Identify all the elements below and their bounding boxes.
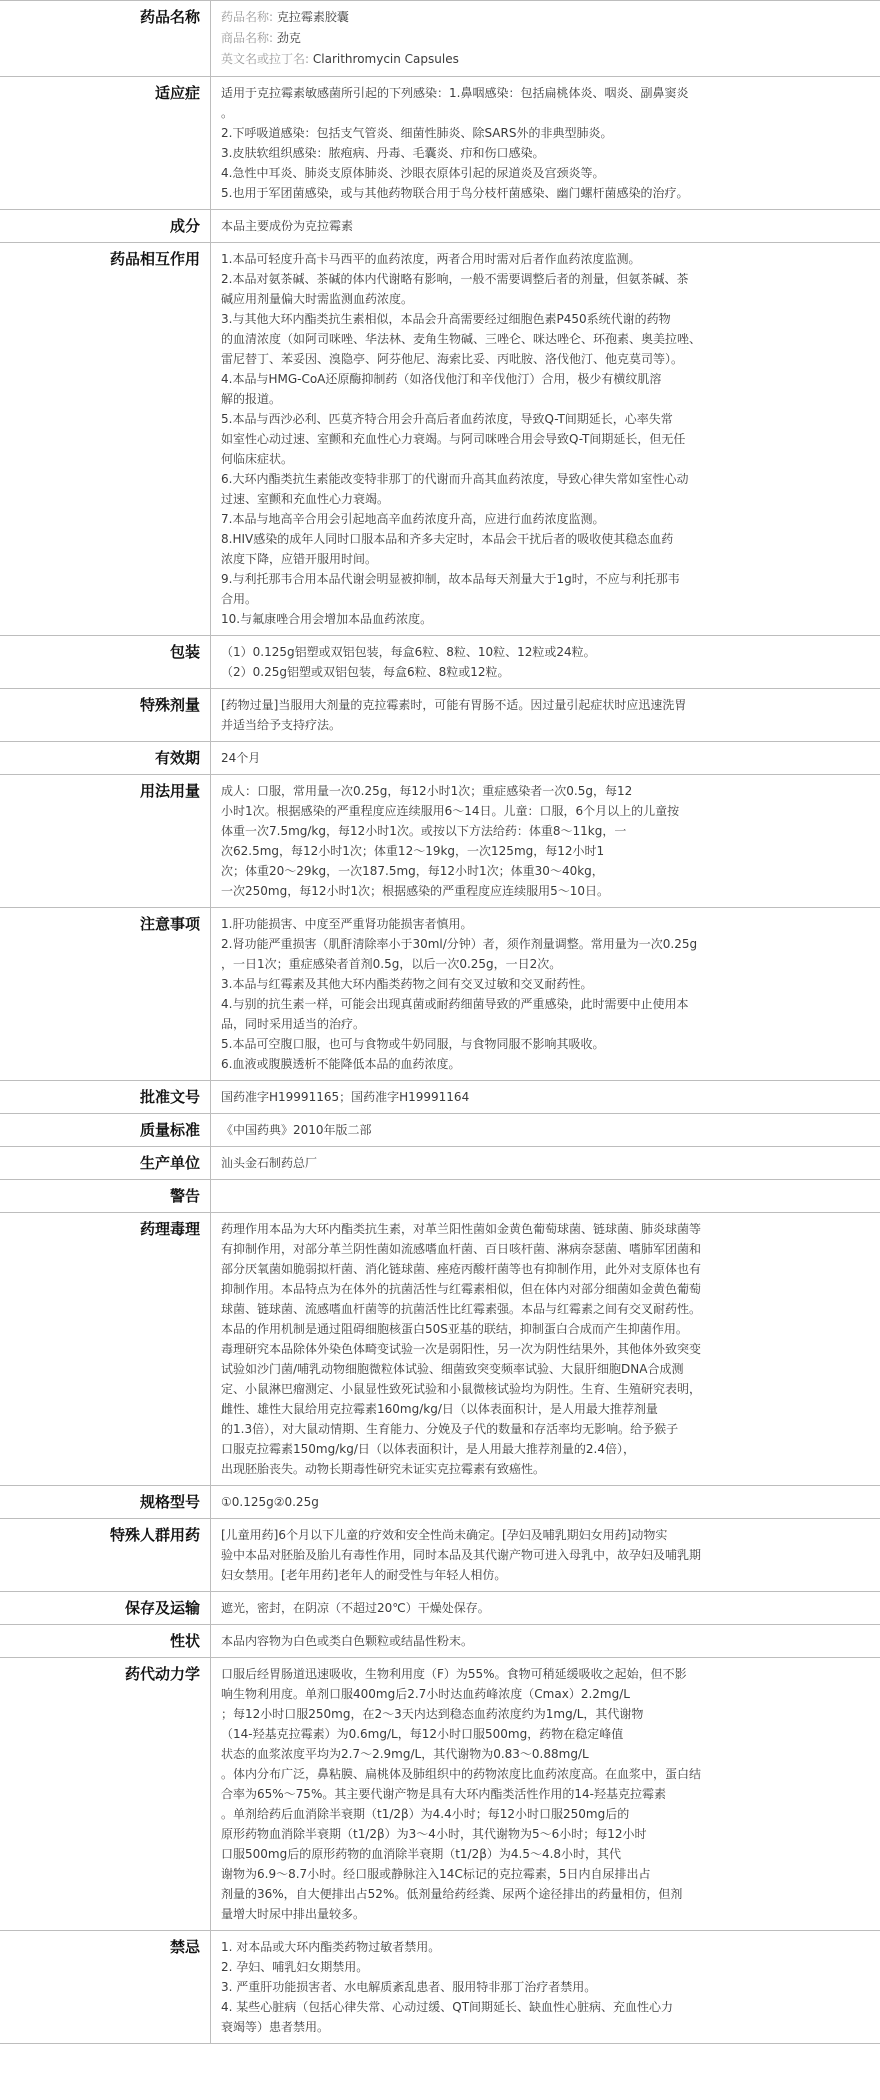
text-line: 的血清浓度（如阿司咪唑、华法林、麦角生物碱、三唑仑、咪达唑仑、环孢素、奥美拉唑、 xyxy=(221,332,702,346)
row-value-standard xyxy=(210,1114,880,1146)
row-label-indications: 适应症 xyxy=(154,84,200,102)
row-label-manufacturer: 生产单位 xyxy=(139,1154,200,1172)
text-line: 并适当给予支持疗法。 xyxy=(221,718,342,732)
row-label-validity: 有效期 xyxy=(154,749,200,767)
name-value: 劲克 xyxy=(276,31,301,45)
name-key: 商品名称: xyxy=(221,31,274,45)
text-line: 响生物利用度。单剂口服400mg后2.7小时达血药峰浓度（Cmax）2.2mg/L xyxy=(221,1687,630,1701)
text-line: 3.皮肤软组织感染：脓疱病、丹毒、毛囊炎、疖和伤口感染。 xyxy=(221,146,545,160)
text-line: 5.本品与西沙必利、匹莫齐特合用会升高后者血药浓度，导致Q-T间期延长，心率失常 xyxy=(221,412,673,426)
text-line: 7.本品与地高辛合用会引起地高辛血药浓度升高，应进行血药浓度监测。 xyxy=(221,512,605,526)
text-line: 衰竭等）患者禁用。 xyxy=(221,2020,330,2034)
text-line: 浓度下降，应错开服用时间。 xyxy=(221,552,378,566)
row-label-special_population: 特殊人群用药 xyxy=(109,1526,200,1544)
row-label-interactions: 药品相互作用 xyxy=(109,250,200,268)
row-label-warning: 警告 xyxy=(169,1187,200,1205)
name-line xyxy=(221,28,870,49)
row-precautions xyxy=(0,908,880,1081)
row-label-pharmacology: 药理毒理 xyxy=(139,1220,200,1238)
text-line: 本品主要成份为克拉霉素 xyxy=(221,219,354,233)
row-value-special_population xyxy=(210,1519,880,1591)
text-line: 。单剂给药后血消除半衰期（t1/2β）为4.4小时；每12小时口服250mg后的 xyxy=(221,1807,630,1821)
row-value-interactions xyxy=(210,243,880,635)
text-line: 1.肝功能损害、中度至严重肾功能损害者慎用。 xyxy=(221,917,473,931)
text-line: 本品的作用机制是通过阻碍细胞核蛋白50S亚基的联结，抑制蛋白合成而产生抑菌作用。 xyxy=(221,1322,688,1336)
row-validity xyxy=(0,742,880,775)
text-line: 1.本品可轻度升高卡马西平的血药浓度，两者合用时需对后者作血药浓度监测。 xyxy=(221,252,641,266)
row-value-approval xyxy=(210,1081,880,1113)
text-line: 1. 对本品或大环内酯类药物过敏者禁用。 xyxy=(221,1940,441,1954)
text-line: 毒理研究本品除体外染色体畸变试验一次是弱阳性，另一次为阴性结果外，其他体外致突变 xyxy=(221,1342,702,1356)
name-value: 克拉霉素胶囊 xyxy=(276,10,349,24)
text-line: 原形药物血消除半衰期（t1/2β）为3～4小时，其代谢物为5～6小时；每12小时 xyxy=(221,1827,647,1841)
text-line: [儿童用药]6个月以下儿童的疗效和安全性尚未确定。[孕妇及哺乳期妇女用药]动物实 xyxy=(221,1528,668,1542)
text-line: 有抑制作用，对部分革兰阴性菌如流感嗜血杆菌、百日咳杆菌、淋病奈瑟菌、嗜肺军团菌和 xyxy=(221,1242,702,1256)
text-line: 。 xyxy=(221,106,234,120)
row-value-storage xyxy=(210,1592,880,1624)
row-standard xyxy=(0,1114,880,1147)
text-line: 抑制作用。本品特点为在体外的抗菌活性与红霉素相似，但在体内对部分细菌如金黄色葡萄 xyxy=(221,1282,702,1296)
row-storage xyxy=(0,1592,880,1625)
text-line: 5.也用于军团菌感染，或与其他药物联合用于鸟分枝杆菌感染、幽门螺杆菌感染的治疗。 xyxy=(221,186,689,200)
text-line: 雌性、雄性大鼠给用克拉霉素160mg/kg/日（以体表面积计，是人用最大推荐剂量 xyxy=(221,1402,658,1416)
row-label-special_dose: 特殊剂量 xyxy=(139,696,200,714)
row-label-pharmacokinetics: 药代动力学 xyxy=(124,1665,200,1683)
text-line: 体重一次7.5mg/kg，每12小时1次。或按以下方法给药：体重8～11kg，一 xyxy=(221,824,627,838)
text-line: 2.本品对氨茶碱、茶碱的体内代谢略有影响，一般不需要调整后者的剂量，但氨茶碱、茶 xyxy=(221,272,689,286)
row-value-ingredients xyxy=(210,210,880,242)
text-line: 9.与利托那韦合用本品代谢会明显被抑制，故本品每天剂量大于1g时，不应与利托那韦 xyxy=(221,572,680,586)
text-line: 。体内分布广泛，鼻粘膜、扁桃体及肺组织中的药物浓度比血药浓度高。在血浆中，蛋白结 xyxy=(221,1767,702,1781)
text-line: 合率为65%～75%。其主要代谢产物是具有大环内酯类活性作用的14-羟基克拉霉素 xyxy=(221,1787,666,1801)
row-warning xyxy=(0,1180,880,1213)
text-line: 量增大时尿中排出量较多。 xyxy=(221,1907,366,1921)
row-contraindications xyxy=(0,1931,880,2044)
row-value-spec xyxy=(210,1486,880,1518)
row-appearance xyxy=(0,1625,880,1658)
text-line: 部分厌氧菌如脆弱拟杆菌、消化链球菌、痤疮丙酸杆菌等也有抑制作用，此外对支原体也有 xyxy=(221,1262,702,1276)
text-line: 雷尼替丁、苯妥因、溴隐亭、阿芬他尼、海索比妥、丙吡胺、洛伐他汀、他克莫司等）。 xyxy=(221,352,684,366)
text-line: 4. 某些心脏病（包括心律失常、心动过缓、QT间期延长、缺血性心脏病、充血性心力 xyxy=(221,2000,674,2014)
row-pharmacology xyxy=(0,1213,880,1486)
text-line: 6.血液或腹膜透析不能降低本品的血药浓度。 xyxy=(221,1057,461,1071)
row-value-contraindications xyxy=(210,1931,880,2043)
name-key: 英文名或拉丁名: xyxy=(221,52,310,66)
text-line: 出现胚胎丧失。动物长期毒性研究未证实克拉霉素有致癌性。 xyxy=(221,1462,546,1476)
row-dosage xyxy=(0,775,880,908)
row-label-precautions: 注意事项 xyxy=(139,915,200,933)
text-line: 谢物为6.9～8.7小时。经口服或静脉注入14C标记的克拉霉素，5日内自尿排出占 xyxy=(221,1867,651,1881)
row-value-appearance xyxy=(210,1625,880,1657)
text-line: 8.HIV感染的成年人同时口服本品和齐多夫定时，本品会干扰后者的吸收使其稳态血药 xyxy=(221,532,674,546)
text-line: 口服500mg后的原形药物的血消除半衰期（t1/2β）为4.5～4.8小时，其代 xyxy=(221,1847,622,1861)
row-value-special_dose xyxy=(210,689,880,741)
text-line: 解的报道。 xyxy=(221,392,282,406)
text-line: 球菌、链球菌、流感嗜血杆菌等的抗菌活性比红霉素强。本品与红霉素之间有交叉耐药性。 xyxy=(221,1302,702,1316)
row-label-storage: 保存及运输 xyxy=(124,1599,200,1617)
text-line: 3. 严重肝功能损害者、水电解质紊乱患者、服用特非那丁治疗者禁用。 xyxy=(221,1980,597,1994)
row-indications xyxy=(0,77,880,210)
text-line: 4.与别的抗生素一样，可能会出现真菌或耐药细菌导致的严重感染，此时需要中止使用本 xyxy=(221,997,689,1011)
row-label-ingredients: 成分 xyxy=(169,217,200,235)
text-line: 次；体重20～29kg，一次187.5mg，每12小时1次；体重30～40kg， xyxy=(221,864,604,878)
row-label-dosage: 用法用量 xyxy=(139,782,200,800)
row-ingredients xyxy=(0,210,880,243)
row-value-indications xyxy=(210,77,880,209)
row-value-precautions xyxy=(210,908,880,1080)
text-line: 5.本品可空腹口服，也可与食物或牛奶同服，与食物同服不影响其吸收。 xyxy=(221,1037,605,1051)
row-label-package: 包装 xyxy=(169,643,200,661)
row-package xyxy=(0,636,880,689)
text-line: 4.本品与HMG-CoA还原酶抑制药（如洛伐他汀和辛伐他汀）合用，极少有横纹肌溶 xyxy=(221,372,662,386)
name-key: 药品名称: xyxy=(221,10,274,24)
text-line: 小时1次。根据感染的严重程度应连续服用6～14日。儿童：口服，6个月以上的儿童按 xyxy=(221,804,680,818)
text-line: ；每12小时口服250mg，在2～3天内达到稳态血药浓度约为1mg/L，其代谢物 xyxy=(221,1707,644,1721)
text-line: 剂量的36%，自大便排出占52%。低剂量给药经粪、尿两个途径排出的药量相仿，但剂 xyxy=(221,1887,683,1901)
name-line xyxy=(221,7,870,28)
row-interactions xyxy=(0,243,880,636)
text-line: ，一日1次；重症感染者首剂0.5g，以后一次0.25g，一日2次。 xyxy=(221,957,562,971)
row-manufacturer xyxy=(0,1147,880,1180)
row-spec xyxy=(0,1486,880,1519)
row-value-pharmacokinetics xyxy=(210,1658,880,1930)
text-line: 的1.3倍），对大鼠动情期、生育能力、分娩及子代的数量和存活率均无影响。给予猴子 xyxy=(221,1422,679,1436)
text-line: 一次250mg，每12小时1次；根据感染的严重程度应连续服用5～10日。 xyxy=(221,884,610,898)
text-line: 状态的血浆浓度平均为2.7～2.9mg/L，其代谢物为0.83～0.88mg/L xyxy=(221,1747,589,1761)
row-special_population xyxy=(0,1519,880,1592)
text-line: （1）0.125g铝塑或双铝包装，每盒6粒、8粒、10粒、12粒或24粒。 xyxy=(221,645,596,659)
text-line: 6.大环内酯类抗生素能改变特非那丁的代谢而升高其血药浓度，导致心律失常如室性心动 xyxy=(221,472,689,486)
text-line: 2. 孕妇、哺乳妇女期禁用。 xyxy=(221,1960,369,1974)
text-line: 药理作用本品为大环内酯类抗生素，对革兰阳性菌如金黄色葡萄球菌、链球菌、肺炎球菌等 xyxy=(221,1222,702,1236)
text-line: 验中本品对胚胎及胎儿有毒性作用，同时本品及其代谢产物可进入母乳中，故孕妇及哺乳期 xyxy=(221,1548,702,1562)
row-value-warning xyxy=(210,1180,880,1212)
row-approval xyxy=(0,1081,880,1114)
text-line: 合用。 xyxy=(221,592,258,606)
row-value-validity xyxy=(210,742,880,774)
name-line xyxy=(221,49,870,70)
row-label-approval: 批准文号 xyxy=(139,1088,200,1106)
text-line: 如室性心动过速、室颤和充血性心力衰竭。与阿司咪唑合用会导致Q-T间期延长，但无任 xyxy=(221,432,686,446)
text-line: 试验如沙门菌/哺乳动物细胞微粒体试验、细菌致突变频率试验、大鼠肝细胞DNA合成测 xyxy=(221,1362,684,1376)
text-line: 口服克拉霉素150mg/kg/日（以体表面积计，是人用最大推荐剂量的2.4倍）， xyxy=(221,1442,635,1456)
text-line: 适用于克拉霉素敏感菌所引起的下列感染：1.鼻咽感染：包括扁桃体炎、咽炎、副鼻窦炎 xyxy=(221,86,689,100)
row-name xyxy=(0,1,880,77)
row-label-contraindications: 禁忌 xyxy=(169,1938,200,1956)
text-line: 3.本品与红霉素及其他大环内酯类药物之间有交叉过敏和交叉耐药性。 xyxy=(221,977,593,991)
row-value-pharmacology xyxy=(210,1213,880,1485)
text-line: 24个月 xyxy=(221,751,261,765)
name-value: Clarithromycin Capsules xyxy=(312,52,459,66)
text-line: 碱应用剂量偏大时需监测血药浓度。 xyxy=(221,292,414,306)
text-line: 何临床症状。 xyxy=(221,452,294,466)
row-value-manufacturer xyxy=(210,1147,880,1179)
text-line: 2.下呼吸道感染：包括支气管炎、细菌性肺炎、除SARS外的非典型肺炎。 xyxy=(221,126,613,140)
text-line: 品，同时采用适当的治疗。 xyxy=(221,1017,366,1031)
text-line: 汕头金石制药总厂 xyxy=(221,1156,318,1170)
text-line: 次62.5mg，每12小时1次；体重12～19kg，一次125mg，每12小时1 xyxy=(221,844,605,858)
text-line: 遮光，密封，在阴凉（不超过20℃）干燥处保存。 xyxy=(221,1601,490,1615)
row-value-name xyxy=(210,1,880,76)
text-line: 口服后经胃肠道迅速吸收，生物利用度（F）为55%。食物可稍延缓吸收之起始，但不影 xyxy=(221,1667,687,1681)
text-line: 国药准字H19991165；国药准字H19991164 xyxy=(221,1090,470,1104)
text-line: 成人：口服，常用量一次0.25g，每12小时1次；重症感染者一次0.5g，每12 xyxy=(221,784,633,798)
row-value-package xyxy=(210,636,880,688)
text-line: 4.急性中耳炎、肺炎支原体肺炎、沙眼衣原体引起的尿道炎及宫颈炎等。 xyxy=(221,166,605,180)
row-value-dosage xyxy=(210,775,880,907)
row-label-appearance: 性状 xyxy=(169,1632,200,1650)
row-label-name: 药品名称 xyxy=(139,8,200,26)
text-line: （14-羟基克拉霉素）为0.6mg/L，每12小时口服500mg，药物在稳定峰值 xyxy=(221,1727,624,1741)
text-line: 10.与氟康唑合用会增加本品血药浓度。 xyxy=(221,612,433,626)
row-special_dose xyxy=(0,689,880,742)
text-line: 本品内容物为白色或类白色颗粒或结晶性粉末。 xyxy=(221,1634,474,1648)
text-line: 2.肾功能严重损害（肌酐清除率小于30ml/分钟）者，须作剂量调整。常用量为一次0.25g xyxy=(221,937,698,951)
text-line: 《中国药典》2010年版二部 xyxy=(221,1123,372,1137)
text-line: 3.与其他大环内酯类抗生素相似，本品会升高需要经过细胞色素P450系统代谢的药物 xyxy=(221,312,671,326)
text-line: （2）0.25g铝塑或双铝包装，每盒6粒、8粒或12粒。 xyxy=(221,665,510,679)
text-line: [药物过量]当服用大剂量的克拉霉素时，可能有胃肠不适。因过量引起症状时应迅速洗胃 xyxy=(221,698,687,712)
text-line: 妇女禁用。[老年用药]老年人的耐受性与年轻人相仿。 xyxy=(221,1568,507,1582)
text-line: 定、小鼠淋巴瘤测定、小鼠显性致死试验和小鼠微核试验均为阴性。生育、生殖研究表明， xyxy=(221,1382,702,1396)
text-line: ①0.125g②0.25g xyxy=(221,1495,319,1509)
row-label-spec: 规格型号 xyxy=(139,1493,200,1511)
text-line: 过速、室颤和充血性心力衰竭。 xyxy=(221,492,390,506)
row-label-standard: 质量标准 xyxy=(139,1121,200,1139)
row-pharmacokinetics xyxy=(0,1658,880,1931)
